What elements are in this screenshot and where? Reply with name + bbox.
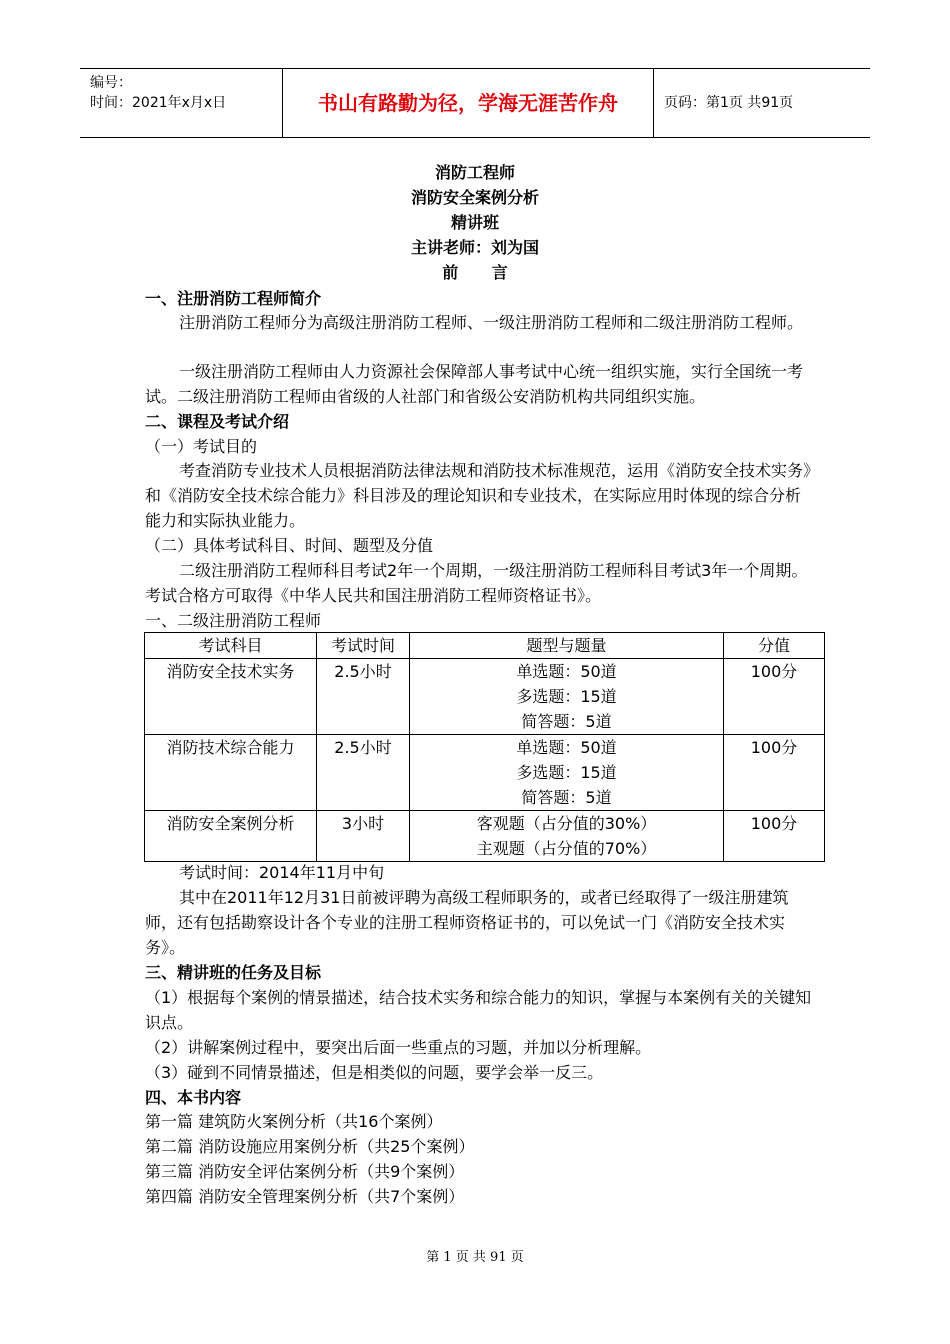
table-cell-score: 100分 xyxy=(724,735,825,811)
title-line-1: 消防工程师 xyxy=(434,163,515,182)
table-cell-time: 2.5小时 xyxy=(317,659,410,735)
table-row xyxy=(145,735,825,811)
table-cell-subject: 消防安全案例分析 xyxy=(145,811,317,862)
table-header: 分值 xyxy=(724,633,825,659)
section-3-heading: 三、精讲班的任务及目标 xyxy=(145,963,322,982)
section-4-heading: 四、本书内容 xyxy=(145,1088,242,1107)
question-type: 多选题：15道 xyxy=(516,763,617,782)
table-cell-subject: 消防技术综合能力 xyxy=(145,735,317,811)
table-header: 题型与题量 xyxy=(410,633,724,659)
preface-title: 前 言 xyxy=(442,263,508,282)
question-type: 简答题：5道 xyxy=(521,788,612,807)
table-cell-types xyxy=(410,735,724,811)
section-3-item-1: （1）根据每个案例的情景描述，结合技术实务和综合能力的知识，掌握与本案例有关的关键知识点。 xyxy=(145,988,812,1032)
exam-time: 考试时间：2014年11月中旬 xyxy=(179,863,385,882)
title-line-4: 主讲老师：刘为国 xyxy=(410,238,539,257)
book-part-2: 第二篇 消防设施应用案例分析（共25个案例） xyxy=(145,1137,475,1156)
table-cell-time: 2.5小时 xyxy=(317,735,410,811)
title-line-3: 精讲班 xyxy=(450,213,499,232)
book-part-3: 第三篇 消防安全评估案例分析（共9个案例） xyxy=(145,1162,465,1181)
section-2-paragraph-2: 二级注册消防工程师科目考试2年一个周期，一级注册消防工程师科目考试3年一个周期。考试合格方可取得《中华人民共和国注册消防工程师资格证书》。 xyxy=(145,561,808,605)
table-cell-types xyxy=(410,659,724,735)
table-cell-subject: 消防安全技术实务 xyxy=(145,659,317,735)
exemption-paragraph: 其中在2011年12月31日前被评聘为高级工程师职务的，或者已经取得了一级注册建筑师，还有包括勘察设计各个专业的注册工程师资格证书的，可以免试一门《消防安全技术实务》。 xyxy=(145,888,789,957)
question-type: 简答题：5道 xyxy=(521,712,612,731)
section-2-list-label: 一、二级注册消防工程师 xyxy=(145,611,322,630)
title-line-2: 消防安全案例分析 xyxy=(410,188,539,207)
section-1-paragraph-1: 注册消防工程师分为高级注册消防工程师、一级注册消防工程师和二级注册消防工程师。 xyxy=(179,313,804,332)
header-meta xyxy=(80,69,280,137)
table-cell-score: 100分 xyxy=(724,811,825,862)
section-3-item-2: （2）讲解案例过程中，要突出后面一些重点的习题，并加以分析理解。 xyxy=(145,1038,652,1057)
question-type: 客观题（占分值的30%） xyxy=(476,814,657,833)
table-cell-score: 100分 xyxy=(724,659,825,735)
book-part-4: 第四篇 消防安全管理案例分析（共7个案例） xyxy=(145,1187,465,1206)
section-2-heading: 二、课程及考试介绍 xyxy=(145,412,290,431)
question-type: 单选题：50道 xyxy=(516,738,617,757)
table-cell-time: 3小时 xyxy=(317,811,410,862)
section-1-paragraph-2: 一级注册消防工程师由人力资源社会保障部人事考试中心统一组织实施，实行全国统一考试。二级注册消防工程师由省级的人社部门和省级公安消防机构共同组织实施。 xyxy=(145,362,804,406)
table-header-row xyxy=(145,633,825,659)
page-label: 页码：第1页 共91页 xyxy=(664,95,794,111)
table-header: 考试时间 xyxy=(317,633,410,659)
date-label: 时间：2021年x月x日 xyxy=(90,95,227,111)
table-cell-types xyxy=(410,811,724,862)
question-type: 单选题：50道 xyxy=(516,662,617,681)
section-2-sub-2: （二）具体考试科目、时间、题型及分值 xyxy=(145,536,434,555)
table-row xyxy=(145,811,825,862)
section-2-sub-1: （一）考试目的 xyxy=(145,437,258,456)
section-3-item-3: （3）碰到不同情景描述，但是相类似的问题，要学会举一反三。 xyxy=(145,1063,604,1082)
motto: 书山有路勤为径，学海无涯苦作舟 xyxy=(282,69,654,137)
page-footer: 第 1 页 共 91 页 xyxy=(426,1250,524,1265)
number-label: 编号： xyxy=(90,75,132,91)
section-2-paragraph-1: 考查消防专业技术人员根据消防法律法规和消防技术标准规范，运用《消防安全技术实务》和《消防安全技术综合能力》科目涉及的理论知识和专业技术，在实际应用时体现的综合分析能力和实际执业能力。 xyxy=(145,461,812,530)
section-1-heading: 一、注册消防工程师简介 xyxy=(145,289,322,308)
exam-table xyxy=(144,632,825,862)
question-type: 主观题（占分值的70%） xyxy=(476,839,657,858)
table-header: 考试科目 xyxy=(145,633,317,659)
book-part-1: 第一篇 建筑防火案例分析（共16个案例） xyxy=(145,1112,443,1131)
page-header xyxy=(80,68,870,138)
question-type: 多选题：15道 xyxy=(516,687,617,706)
table-row xyxy=(145,659,825,735)
